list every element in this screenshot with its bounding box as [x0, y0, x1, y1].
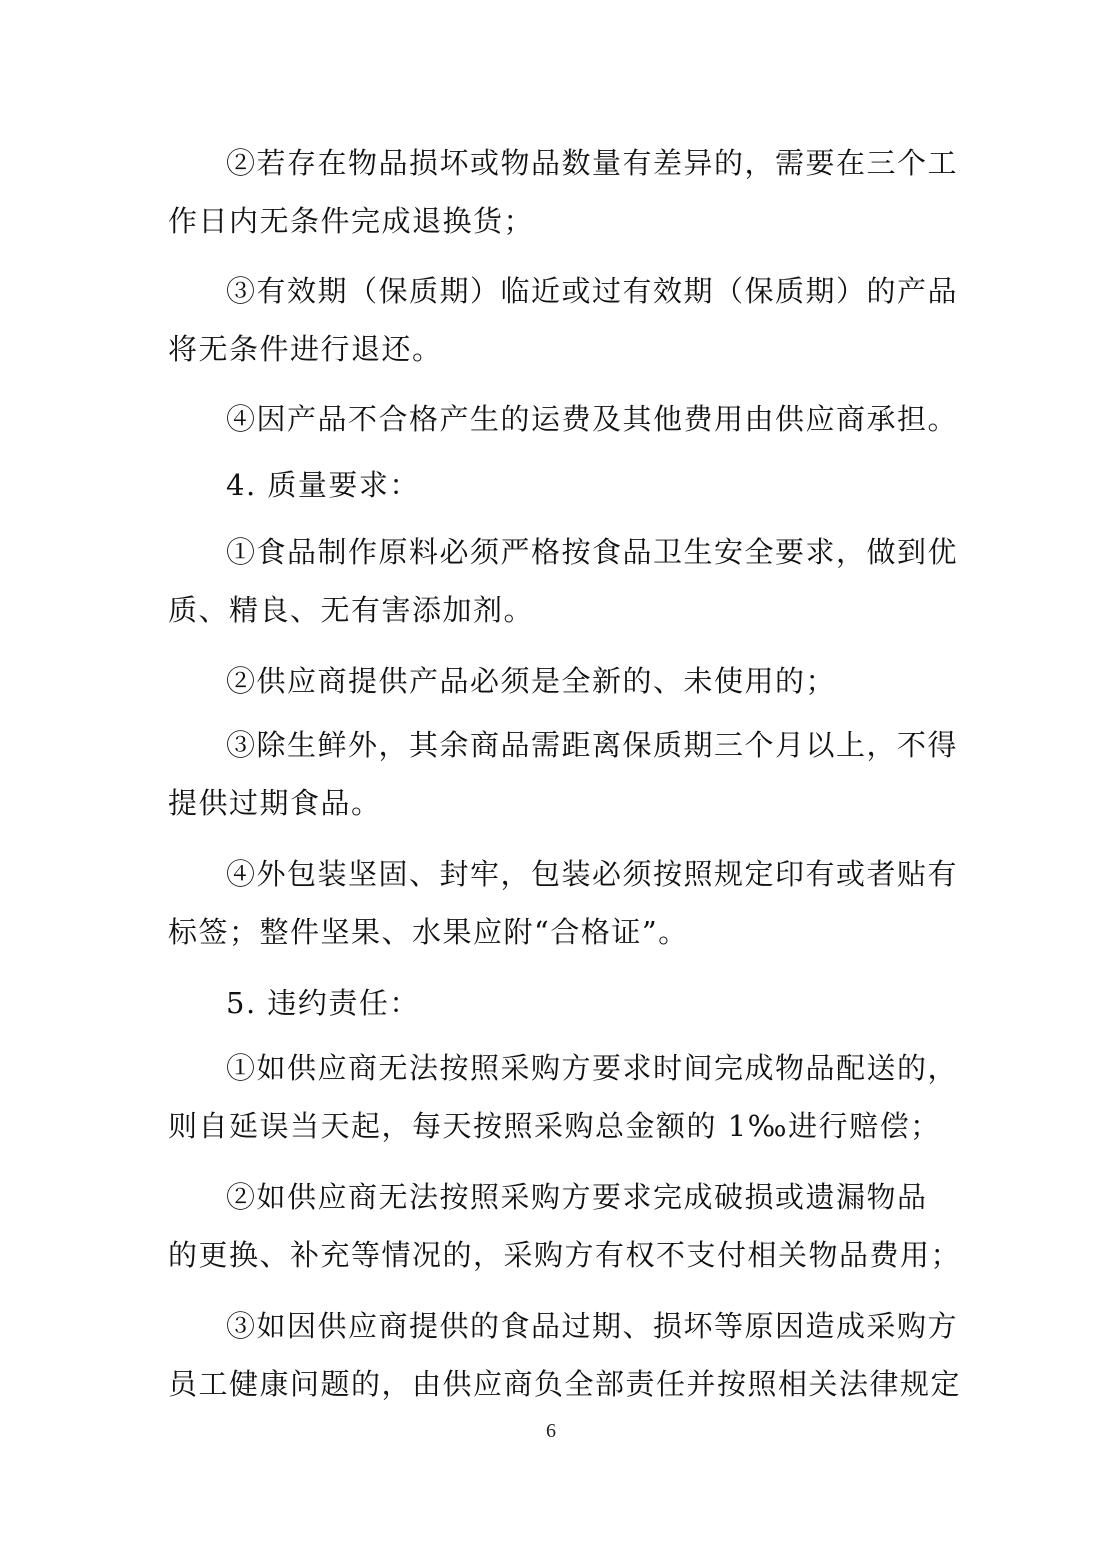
text-line: 的更换、补充等情况的，采购方有权不支付相关物品费用；	[168, 1238, 962, 1272]
block-quality-4	[168, 845, 959, 961]
text-line: ①如供应商无法按照采购方要求时间完成物品配送的，	[226, 1051, 959, 1085]
text-line: 标签；整件坚果、水果应附“合格证”。	[168, 915, 689, 949]
text-line: 作日内无条件完成退换货；	[168, 204, 535, 238]
text-line: ④因产品不合格产生的运费及其他费用由供应商承担。	[226, 402, 959, 436]
text-line: ③除生鲜外，其余商品需距离保质期三个月以上，不得	[226, 728, 959, 762]
section-heading-quality	[168, 456, 938, 514]
text-line: ③有效期（保质期）临近或过有效期（保质期）的产品	[226, 274, 959, 308]
block-return-1	[168, 134, 959, 250]
page-number: 6	[546, 1420, 556, 1442]
block-liability-3	[168, 1297, 962, 1413]
block-liability-2	[168, 1168, 962, 1284]
section-heading-liability	[168, 974, 938, 1032]
text-line: ②供应商提供产品必须是全新的、未使用的；	[226, 664, 837, 698]
text-line: ④外包装坚固、封牢，包装必须按照规定印有或者贴有	[226, 857, 959, 891]
block-return-2	[168, 262, 959, 378]
text-line: ①食品制作原料必须严格按食品卫生安全要求，做到优	[226, 535, 959, 569]
block-quality-3	[168, 716, 959, 832]
section-heading: 5. 违约责任：	[226, 986, 420, 1020]
block-quality-2	[168, 652, 938, 710]
block-liability-1	[168, 1039, 959, 1155]
text-line: ③如因供应商提供的食品过期、损坏等原因造成采购方	[226, 1309, 959, 1343]
text-line: 提供过期食品。	[168, 786, 382, 820]
text-line: 员工健康问题的，由供应商负全部责任并按照相关法律规定	[168, 1367, 962, 1401]
block-return-3	[168, 390, 959, 448]
block-quality-1	[168, 523, 959, 639]
text-line: ②如供应商无法按照采购方要求完成破损或遗漏物品	[226, 1180, 928, 1214]
section-heading: 4. 质量要求：	[226, 468, 420, 502]
text-line: 则自延误当天起，每天按照采购总金额的 1‰进行赔偿；	[168, 1109, 941, 1143]
text-line: 质、精良、无有害添加剂。	[168, 593, 535, 627]
text-line: 将无条件进行退还。	[168, 332, 443, 366]
text-line: ②若存在物品损坏或物品数量有差异的，需要在三个工	[226, 146, 959, 180]
